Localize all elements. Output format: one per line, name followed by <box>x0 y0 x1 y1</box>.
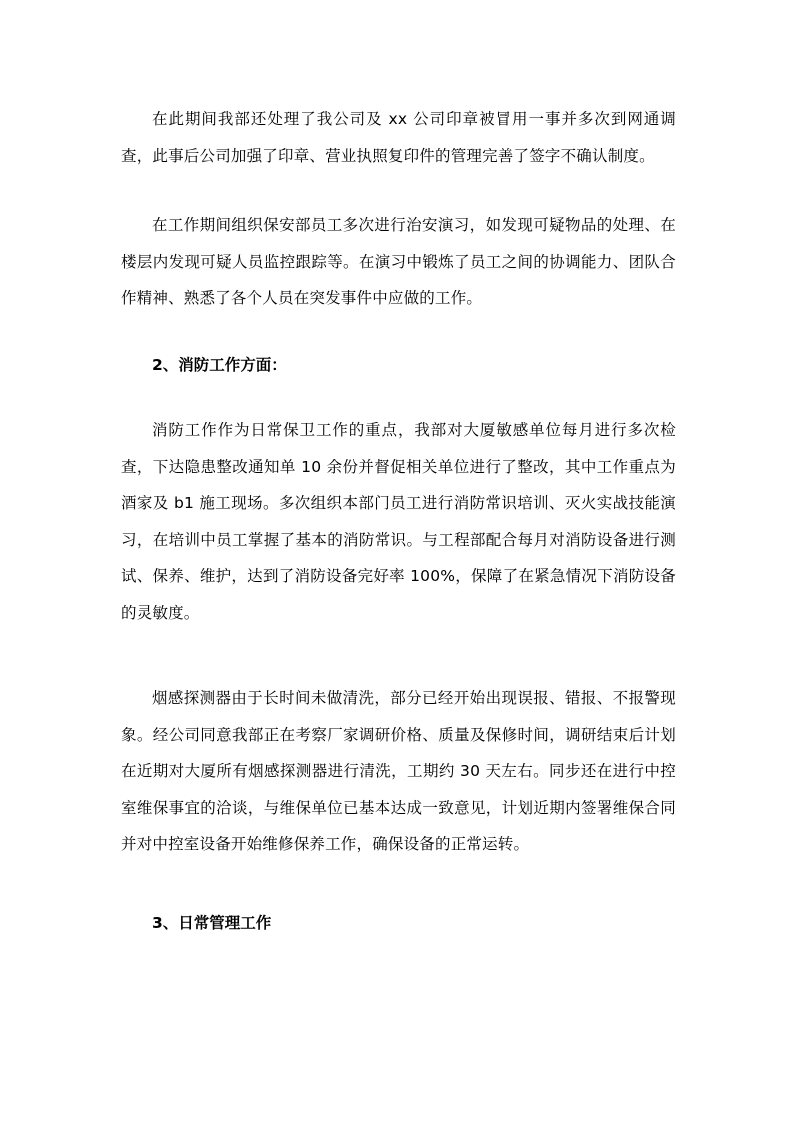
heading-fire-safety: 2、消防工作方面： <box>152 356 287 374</box>
paragraph-security-drills: 在工作期间组织保安部员工多次进行治安演习，如发现可疑物品的处理、在楼层内发现可疑人员监控跟踪等。在演习中锻炼了员工之间的协调能力、团队合作精神、熟悉了各个人员在突发事件中应做的工作。 <box>121 216 676 307</box>
paragraph-smoke-detectors: 烟感探测器由于长时间未做清洗，部分已经开始出现误报、错报、不报警现象。经公司同意我部正在考察厂家调研价格、质量及保修时间，调研结束后计划在近期对大厦所有烟感探测器进行清洗，工期约 30 天左右。同步还在进行中控室维保事宜的洽谈，与维保单位已基本达成一致意见，计划近期内签署维保合同并对中控室设备开始维修保养工作，确保设备的正常运转。 <box>121 689 676 853</box>
paragraph-seal-misuse: 在此期间我部还处理了我公司及 xx 公司印章被冒用一事并多次到网通调查，此事后公司加强了印章、营业执照复印件的管理完善了签字不确认制度。 <box>121 110 676 165</box>
paragraph-fire-inspection: 消防工作作为日常保卫工作的重点，我部对大厦敏感单位每月进行多次检查，下达隐患整改通知单 10 余份并督促相关单位进行了整改，其中工作重点为酒家及 b1 施工现场。多次组织本部门员工进行消防常识培训、灭火实战技能演习，在培训中员工掌握了基本的消防常识。与工程部配合每月对消防设备进行测试、保养、维护，达到了消防设备完好率 100%，保障了在紧急情况下消防设备的灵敏度。 <box>121 421 676 622</box>
heading-daily-management: 3、日常管理工作 <box>152 914 272 932</box>
